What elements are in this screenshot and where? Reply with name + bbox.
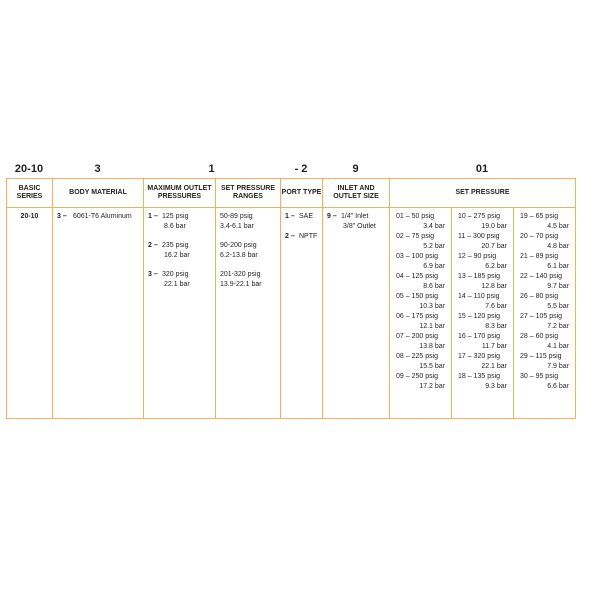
header-row [7, 179, 576, 208]
set-pressure-option [452, 212, 513, 231]
set-pressure-option [514, 372, 575, 391]
max-outlet-bar: 16.2 bar [164, 251, 190, 259]
set-pressure-option [390, 252, 451, 271]
set-pressure-bar: 6.6 bar [547, 382, 569, 390]
set-pressure-psig: 15 – 120 psig [458, 313, 501, 320]
code-body-material: 3 [94, 163, 101, 175]
header-max-outlet: MAXIMUM OUTLET PRESSURES [144, 179, 216, 208]
set-pressure-option [514, 272, 575, 291]
port-type-option [285, 232, 322, 242]
set-pressure-bar: 5.2 bar [423, 242, 445, 250]
set-pressure-option [452, 232, 513, 251]
set-pressure-option [514, 332, 575, 351]
set-pressure-option [452, 332, 513, 351]
set-pressure-option [390, 212, 451, 231]
header-port-type: PORT TYPE [281, 179, 323, 208]
port-type-text: SAE [299, 213, 314, 220]
range-option [220, 241, 280, 260]
set-pressure-bar: 6.1 bar [547, 262, 569, 270]
max-outlet-bar: 22.1 bar [164, 280, 190, 288]
set-pressure-psig: 11 – 300 psig [458, 233, 500, 240]
range-psig: 90-200 psig [220, 242, 257, 249]
port-type-num: 2 – [285, 232, 295, 240]
range-bar: 6.2-13.8 bar [220, 251, 258, 259]
header-set-pressure-ranges: SET PRESSURE RANGES [216, 179, 281, 208]
set-pressure-option [452, 272, 513, 291]
code-port-type: - 2 [294, 163, 308, 175]
set-pressure-bar: 19.0 bar [481, 222, 507, 230]
set-pressure-psig: 07 – 200 psig [396, 333, 439, 340]
set-pressure-psig: 08 – 225 psig [396, 353, 439, 360]
code-set-pressure: 01 [475, 163, 489, 175]
set-pressure-option [390, 232, 451, 251]
max-outlet-num: 2 – [148, 242, 158, 249]
range-bar: 13.9-22.1 bar [220, 280, 262, 288]
set-pressure-bar: 7.9 bar [547, 362, 569, 370]
set-pressure-option [514, 292, 575, 311]
set-pressure-psig: 14 – 110 psig [458, 293, 500, 300]
set-pressure-psig: 28 – 60 psig [520, 333, 559, 340]
port-type-option [285, 212, 322, 222]
set-pressure-bar: 6.2 bar [485, 262, 507, 270]
range-bar: 3.4-6.1 bar [220, 222, 254, 230]
header-inlet-outlet: INLET AND OUTLET SIZE [323, 179, 390, 208]
max-outlet-num: 1 – [148, 213, 158, 220]
set-pressure-bar: 12.1 bar [419, 322, 445, 330]
header-basic-series: BASIC SERIES [7, 179, 53, 208]
set-pressure-bar: 4.8 bar [547, 242, 569, 250]
set-pressure-bar: 10.3 bar [419, 302, 445, 310]
set-pressure-option [452, 252, 513, 271]
set-pressure-psig: 27 – 105 psig [520, 313, 563, 320]
set-pressure-option [514, 252, 575, 271]
set-pressure-bar: 11.7 bar [481, 342, 507, 350]
set-pressure-bar: 17.2 bar [419, 382, 445, 390]
set-pressure-option [514, 312, 575, 331]
set-pressure-ranges-cell [216, 208, 281, 419]
set-pressure-psig: 18 – 135 psig [458, 373, 501, 380]
range-option [220, 270, 280, 289]
max-outlet-cell [144, 208, 216, 419]
set-pressure-col-1 [390, 208, 452, 419]
set-pressure-psig: 09 – 250 psig [396, 373, 439, 380]
outlet-size: 3/8" Outlet [343, 222, 376, 230]
set-pressure-psig: 02 – 75 psig [396, 233, 435, 240]
max-outlet-option [148, 212, 215, 231]
set-pressure-option [452, 312, 513, 331]
header-body-material: BODY MATERIAL [53, 179, 144, 208]
set-pressure-psig: 13 – 185 psig [458, 273, 501, 280]
range-option [220, 212, 280, 231]
body-material-cell [53, 208, 144, 419]
set-pressure-col-2 [452, 208, 514, 419]
set-pressure-psig: 21 – 89 psig [520, 253, 559, 260]
body-material-text: 6061-T6 Aluminum [72, 213, 132, 220]
set-pressure-psig: 30 – 95 psig [520, 373, 559, 380]
range-psig: 201-320 psig [220, 271, 261, 278]
set-pressure-bar: 22.1 bar [481, 362, 507, 370]
code-inlet-outlet: 9 [352, 163, 359, 175]
set-pressure-bar: 8.3 bar [485, 322, 507, 330]
port-type-num: 1 – [285, 213, 295, 220]
set-pressure-option [452, 352, 513, 371]
set-pressure-bar: 13.8 bar [419, 342, 445, 350]
set-pressure-option [514, 212, 575, 231]
set-pressure-option [514, 352, 575, 371]
max-outlet-psig: 235 psig [162, 242, 189, 249]
header-set-pressure: SET PRESSURE [390, 179, 576, 208]
set-pressure-psig: 12 – 90 psig [458, 253, 497, 260]
max-outlet-bar: 8.6 bar [164, 222, 186, 230]
set-pressure-psig: 26 – 80 psig [520, 293, 559, 300]
code-basic-series: 20-10 [14, 163, 44, 175]
max-outlet-option [148, 270, 215, 289]
max-outlet-num: 3 – [148, 271, 158, 278]
port-type-text: NPTF [299, 232, 318, 240]
set-pressure-bar: 12.8 bar [481, 282, 507, 290]
set-pressure-bar: 9.3 bar [485, 382, 507, 390]
set-pressure-bar: 4.1 bar [547, 342, 569, 350]
set-pressure-psig: 06 – 175 psig [396, 313, 439, 320]
port-type-cell [281, 208, 323, 419]
set-pressure-option [514, 232, 575, 251]
set-pressure-option [390, 352, 451, 371]
set-pressure-psig: 29 – 115 psig [520, 353, 562, 360]
set-pressure-psig: 19 – 65 psig [520, 213, 559, 220]
set-pressure-bar: 15.5 bar [419, 362, 445, 370]
ordering-table [6, 178, 576, 419]
set-pressure-bar: 3.4 bar [423, 222, 445, 230]
basic-series-value: 20-10 [7, 208, 53, 419]
set-pressure-option [452, 372, 513, 391]
set-pressure-bar: 5.5 bar [547, 302, 569, 310]
set-pressure-option [390, 312, 451, 331]
set-pressure-bar: 6.9 bar [423, 262, 445, 270]
max-outlet-psig: 125 psig [162, 213, 189, 220]
inlet-size: 1/4" Inlet [341, 213, 369, 220]
max-outlet-option [148, 241, 215, 260]
set-pressure-bar: 7.6 bar [485, 302, 507, 310]
set-pressure-option [390, 272, 451, 291]
body-material-num: 3 – [57, 213, 67, 220]
code-max-outlet: 1 [208, 163, 215, 175]
set-pressure-bar: 7.2 bar [547, 322, 569, 330]
set-pressure-psig: 22 – 140 psig [520, 273, 563, 280]
set-pressure-psig: 17 – 320 psig [458, 353, 501, 360]
set-pressure-option [390, 292, 451, 311]
set-pressure-psig: 20 – 70 psig [520, 233, 559, 240]
max-outlet-psig: 320 psig [162, 271, 189, 278]
set-pressure-psig: 10 – 275 psig [458, 213, 501, 220]
set-pressure-psig: 04 – 125 psig [396, 273, 439, 280]
set-pressure-psig: 16 – 170 psig [458, 333, 501, 340]
set-pressure-option [452, 292, 513, 311]
set-pressure-option [390, 372, 451, 391]
set-pressure-bar: 9.7 bar [547, 282, 569, 290]
set-pressure-col-3 [514, 208, 576, 419]
set-pressure-psig: 01 – 50 psig [396, 213, 435, 220]
set-pressure-option [390, 332, 451, 351]
set-pressure-psig: 05 – 150 psig [396, 293, 439, 300]
set-pressure-bar: 20.7 bar [481, 242, 507, 250]
set-pressure-bar: 8.6 bar [423, 282, 445, 290]
inlet-outlet-num: 9 – [327, 213, 337, 220]
inlet-outlet-cell [323, 208, 390, 419]
range-psig: 50-89 psig [220, 213, 253, 220]
set-pressure-bar: 4.5 bar [547, 222, 569, 230]
ordering-code-row [0, 163, 600, 179]
data-row [7, 208, 576, 419]
set-pressure-psig: 03 – 100 psig [396, 253, 439, 260]
